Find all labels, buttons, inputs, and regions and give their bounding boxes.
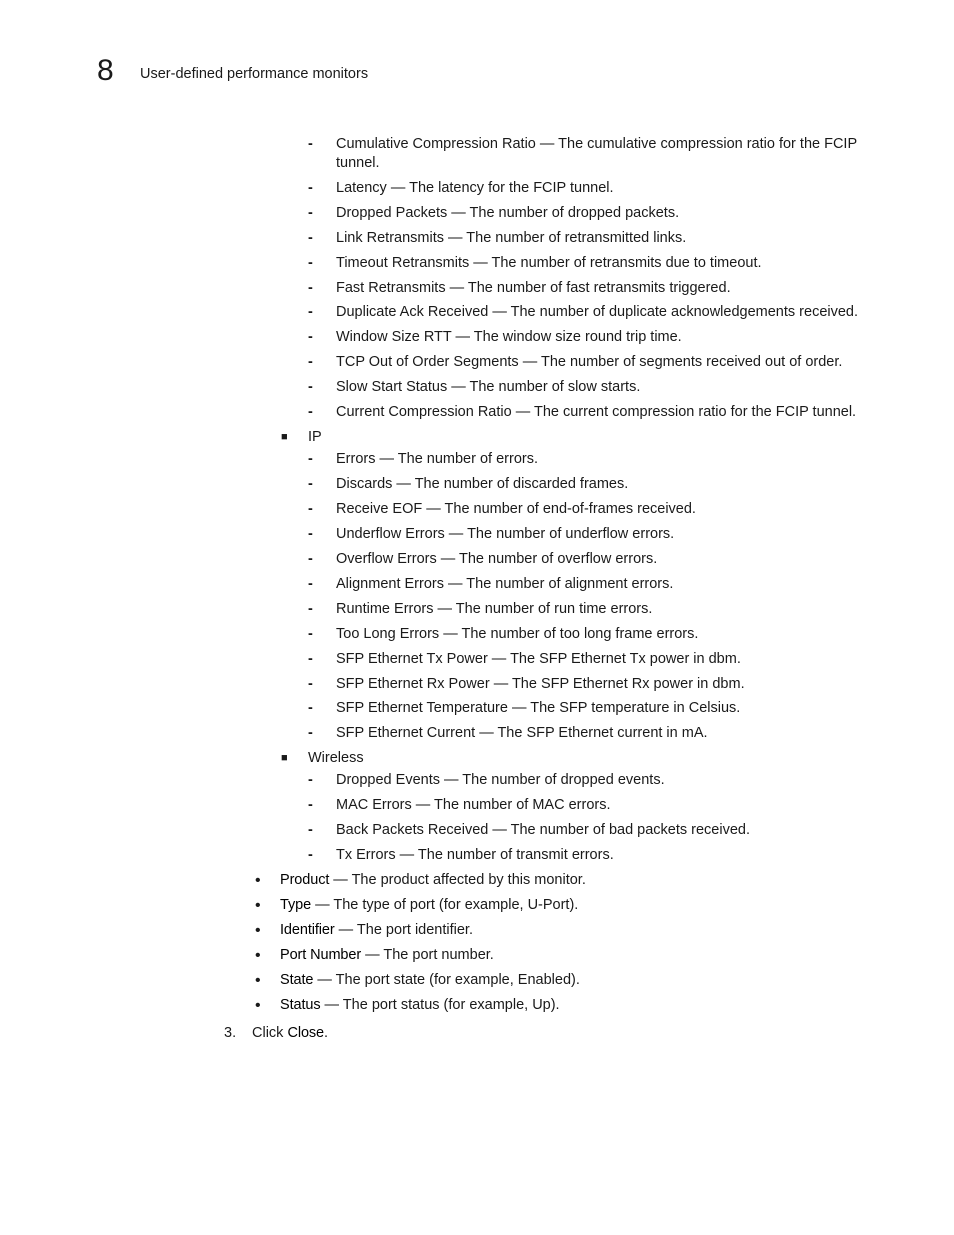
dash-marker: - xyxy=(308,676,313,692)
field-desc: — The type of port (for example, U-Port). xyxy=(311,897,579,913)
list-item: Tx Errors — The number of transmit errors. xyxy=(336,847,614,863)
field-term: Port Number xyxy=(280,947,362,963)
bullet-icon: • xyxy=(255,922,261,939)
dash-marker: - xyxy=(308,379,313,395)
field-term: State xyxy=(280,972,314,988)
list-item: Underflow Errors — The number of underflow errors. xyxy=(336,526,675,542)
list-item: Dropped Events — The number of dropped events. xyxy=(336,772,665,788)
dash-marker: - xyxy=(308,626,313,642)
dash-marker: - xyxy=(308,255,313,271)
dash-marker: - xyxy=(308,700,313,716)
chapter-title: User-defined performance monitors xyxy=(140,66,369,82)
list-item: Overflow Errors — The number of overflow errors. xyxy=(336,551,658,567)
dash-marker: - xyxy=(308,797,313,813)
list-item: Link Retransmits — The number of retransmitted links. xyxy=(336,230,687,246)
field-item-port-number xyxy=(280,946,494,965)
step-text xyxy=(252,1024,328,1043)
dash-marker: - xyxy=(308,576,313,592)
dash-marker: - xyxy=(308,205,313,221)
step-number: 3. xyxy=(224,1025,237,1041)
dash-marker: - xyxy=(308,822,313,838)
field-desc: — The port status (for example, Up). xyxy=(320,997,560,1013)
field-term: Type xyxy=(280,897,312,913)
list-item: SFP Ethernet Temperature — The SFP temperature in Celsius. xyxy=(336,700,741,716)
field-desc: — The port number. xyxy=(361,947,494,963)
list-item: Errors — The number of errors. xyxy=(336,451,538,467)
bullet-icon: • xyxy=(255,972,261,989)
dash-marker: - xyxy=(308,304,313,320)
list-item: Fast Retransmits — The number of fast retransmits triggered. xyxy=(336,280,731,296)
list-item: Back Packets Received — The number of bad packets received. xyxy=(336,822,751,838)
field-desc: — The product affected by this monitor. xyxy=(329,872,586,888)
field-item-identifier xyxy=(280,921,473,940)
list-item: MAC Errors — The number of MAC errors. xyxy=(336,797,611,813)
list-item: SFP Ethernet Tx Power — The SFP Ethernet Tx power in dbm. xyxy=(336,651,741,667)
bullet-icon: • xyxy=(255,997,261,1014)
dash-marker: - xyxy=(308,329,313,345)
list-item: Alignment Errors — The number of alignment errors. xyxy=(336,576,674,592)
dash-marker: - xyxy=(308,180,313,196)
dash-marker: - xyxy=(308,651,313,667)
square-bullet-icon: ■ xyxy=(281,752,288,764)
list-item: TCP Out of Order Segments — The number of segments received out of order. xyxy=(336,354,843,370)
dash-marker: - xyxy=(308,136,313,152)
group-label-wireless: Wireless xyxy=(308,750,364,766)
list-item: Latency — The latency for the FCIP tunnel. xyxy=(336,180,614,196)
field-item-type xyxy=(280,896,578,915)
field-desc: — The port identifier. xyxy=(334,922,473,938)
dash-marker: - xyxy=(308,601,313,617)
list-item: Runtime Errors — The number of run time errors. xyxy=(336,601,653,617)
dash-marker: - xyxy=(308,451,313,467)
dash-marker: - xyxy=(308,404,313,420)
list-item: Slow Start Status — The number of slow starts. xyxy=(336,379,641,395)
list-item: Dropped Packets — The number of dropped packets. xyxy=(336,205,680,221)
dash-marker: - xyxy=(308,526,313,542)
list-item: Too Long Errors — The number of too long frame errors. xyxy=(336,626,699,642)
dash-marker: - xyxy=(308,772,313,788)
field-item-product xyxy=(280,871,586,890)
group-label-ip: IP xyxy=(308,429,322,445)
field-term: Product xyxy=(280,872,330,888)
list-item: Cumulative Compression Ratio — The cumulative compression ratio for the FCIP xyxy=(336,136,858,152)
square-bullet-icon: ■ xyxy=(281,431,288,443)
dash-marker: - xyxy=(308,551,313,567)
dash-marker: - xyxy=(308,847,313,863)
dash-marker: - xyxy=(308,501,313,517)
list-item: Discards — The number of discarded frames. xyxy=(336,476,629,492)
bullet-icon: • xyxy=(255,947,261,964)
field-term: Identifier xyxy=(280,922,335,938)
list-item: Current Compression Ratio — The current compression ratio for the FCIP tunnel. xyxy=(336,404,857,420)
dash-marker: - xyxy=(308,476,313,492)
list-item: Window Size RTT — The window size round trip time. xyxy=(336,329,682,345)
bullet-icon: • xyxy=(255,872,261,889)
dash-marker: - xyxy=(308,280,313,296)
dash-marker: - xyxy=(308,354,313,370)
dash-marker: - xyxy=(308,725,313,741)
bullet-icon: • xyxy=(255,897,261,914)
field-term: Status xyxy=(280,997,321,1013)
list-item: SFP Ethernet Current — The SFP Ethernet current in mA. xyxy=(336,725,708,741)
list-item-continuation: tunnel. xyxy=(336,155,380,171)
list-item: SFP Ethernet Rx Power — The SFP Ethernet Rx power in dbm. xyxy=(336,676,745,692)
chapter-number: 8 xyxy=(97,54,114,87)
step-prefix: Click xyxy=(252,1025,288,1041)
dash-marker: - xyxy=(308,230,313,246)
close-button-reference: Close xyxy=(287,1025,325,1041)
list-item: Duplicate Ack Received — The number of duplicate acknowledgements received. xyxy=(336,304,859,320)
field-item-state xyxy=(280,971,580,990)
list-item: Timeout Retransmits — The number of retransmits due to timeout. xyxy=(336,255,762,271)
step-suffix: . xyxy=(324,1025,329,1041)
field-desc: — The port state (for example, Enabled). xyxy=(313,972,580,988)
field-item-status xyxy=(280,996,560,1015)
list-item: Receive EOF — The number of end-of-frames received. xyxy=(336,501,696,517)
